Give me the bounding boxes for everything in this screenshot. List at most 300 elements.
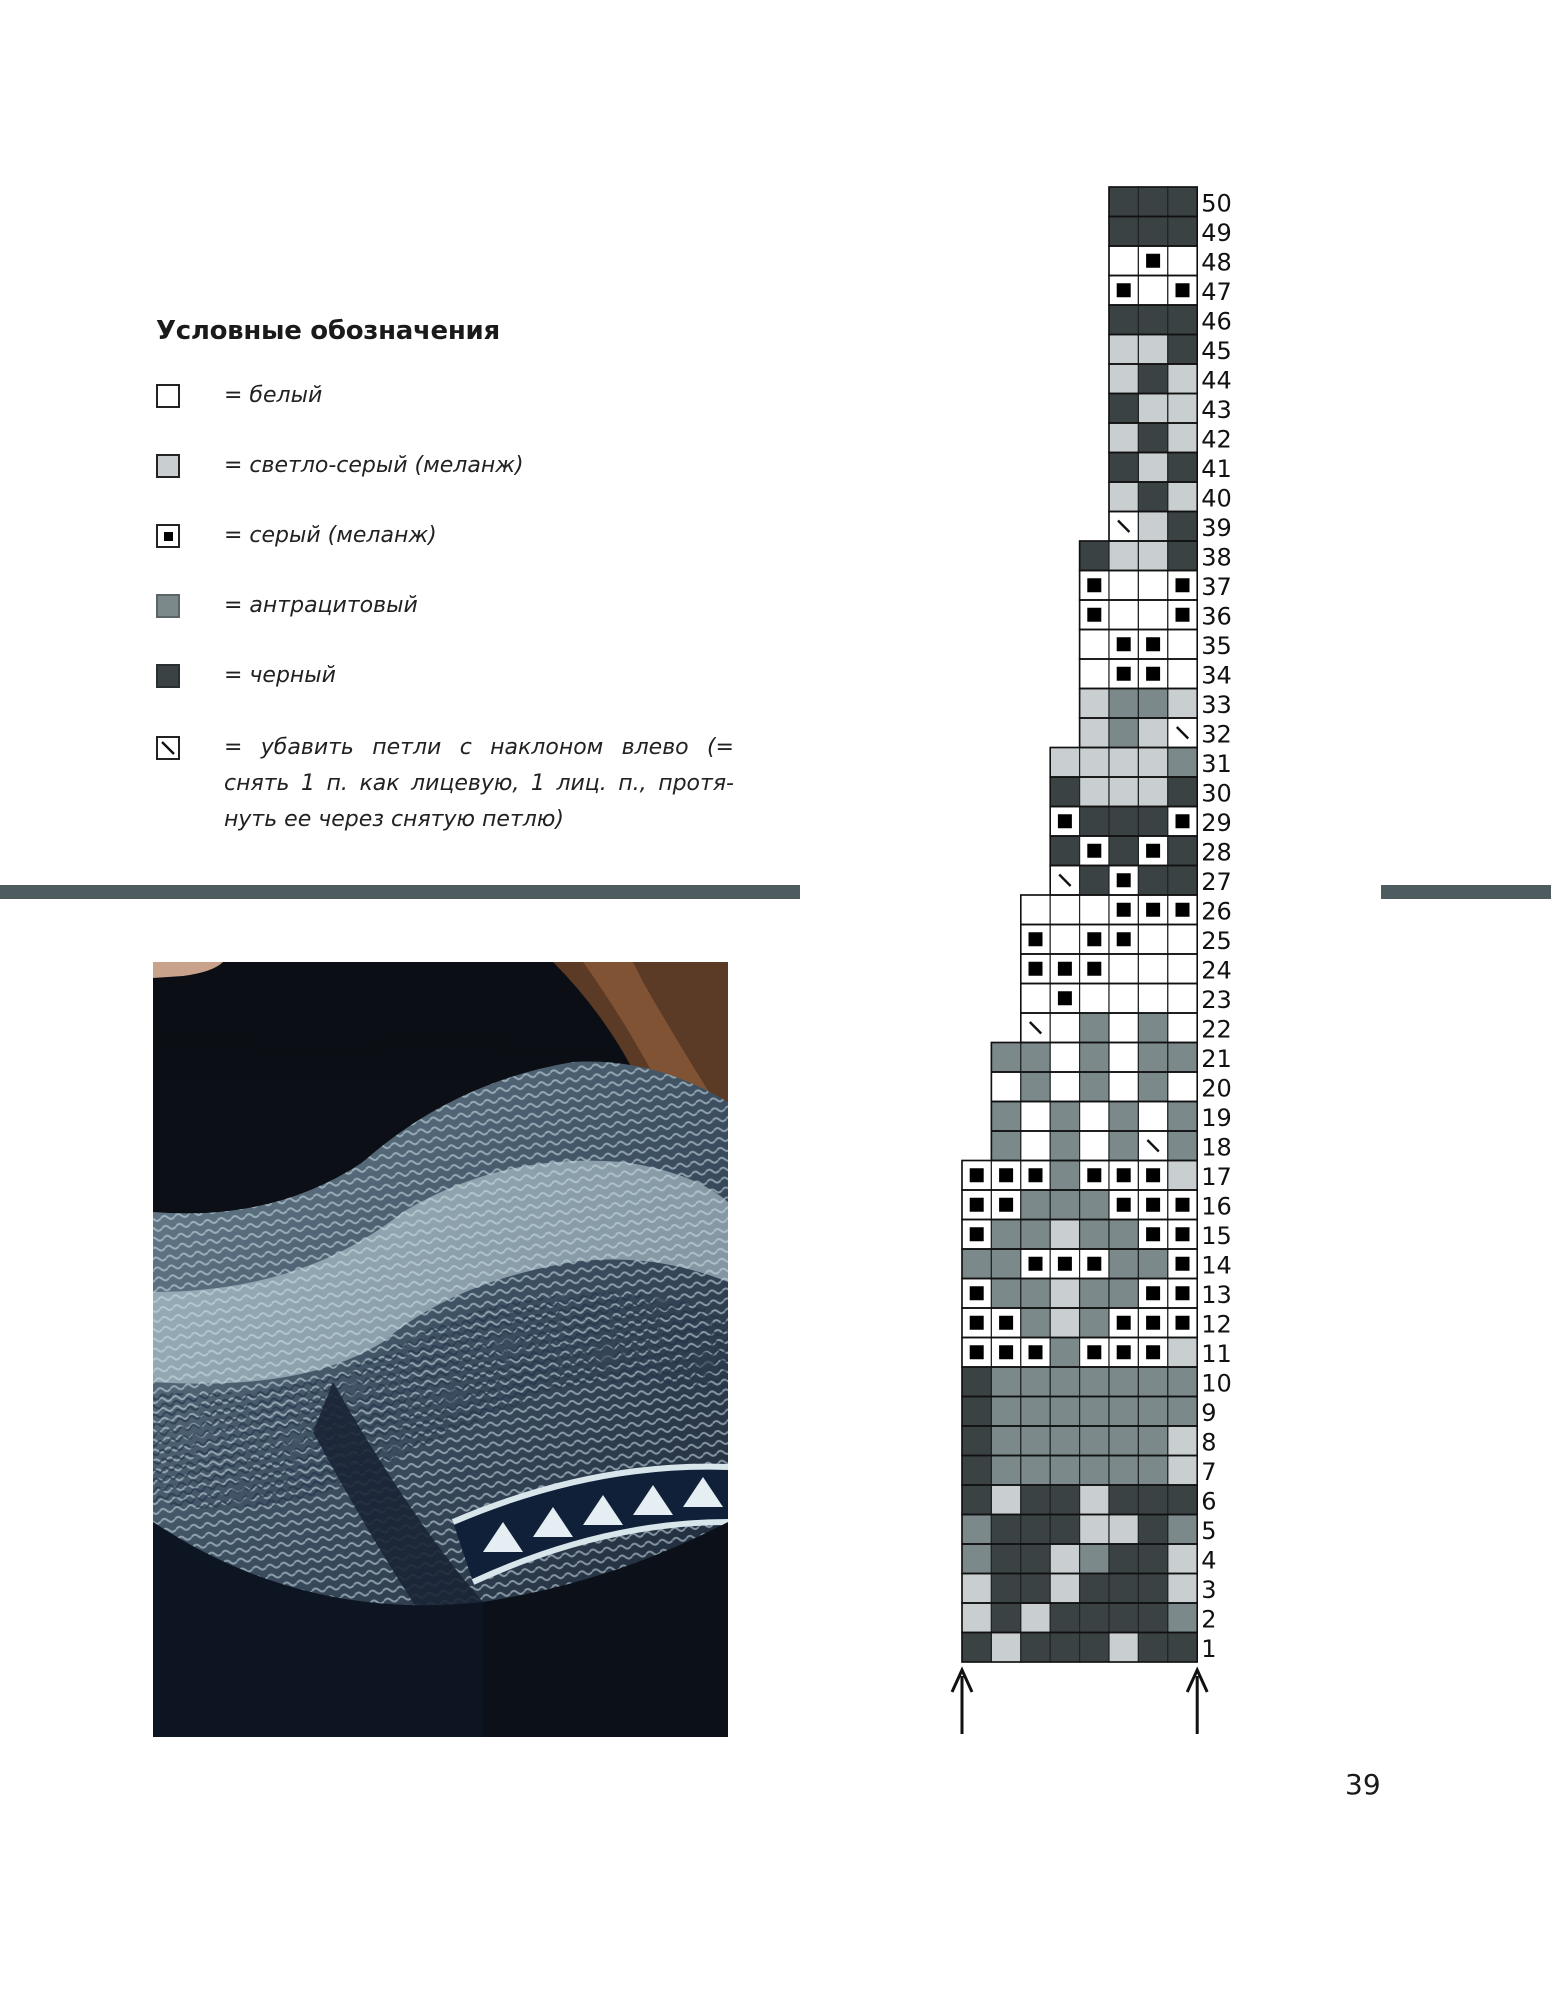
row-number-label: 2: [1201, 1605, 1217, 1634]
chart-cell: [1109, 984, 1138, 1014]
chart-cell: [1138, 954, 1167, 984]
chart-cell: [1021, 1426, 1050, 1456]
grey-dot-mark: [1146, 1286, 1160, 1300]
chart-cell: [1050, 1072, 1079, 1102]
grey-dot-mark: [1146, 1316, 1160, 1330]
chart-cell: [1050, 895, 1079, 925]
chart-cell: [962, 1515, 991, 1545]
chart-cell: [1021, 984, 1050, 1014]
chart-cell: [1080, 1013, 1109, 1043]
grey-dot-mark: [970, 1316, 984, 1330]
row-number-label: 39: [1201, 514, 1232, 542]
chart-cell: [1138, 187, 1167, 217]
chart-cell: [1080, 1515, 1109, 1545]
chart-cell: [1109, 335, 1138, 365]
chart-cell: [1168, 836, 1197, 866]
row-number-label: 38: [1201, 543, 1232, 572]
chart-cell: [1109, 1102, 1138, 1132]
chart-cell: [1050, 1308, 1079, 1338]
chart-cell: [1080, 748, 1109, 778]
chart-cell: [1021, 1190, 1050, 1220]
chart-cell: [1138, 1249, 1167, 1279]
chart-cell: [1138, 718, 1167, 748]
chart-cell: [1050, 836, 1079, 866]
chart-cell: [1109, 748, 1138, 778]
chart-cell: [1080, 1456, 1109, 1486]
chart-cell: [1138, 276, 1167, 306]
chart-cell: [1168, 1544, 1197, 1574]
grey-dot-mark: [1176, 1316, 1190, 1330]
row-number-label: 37: [1201, 573, 1232, 601]
chart-cell: [1168, 1131, 1197, 1161]
chart-cell: [1168, 984, 1197, 1014]
chart-cell: [1109, 1633, 1138, 1663]
chart-cell: [1080, 1574, 1109, 1604]
chart-cell: [1021, 1633, 1050, 1663]
grey-dot-mark: [1117, 1168, 1131, 1182]
grey-dot-mark: [1146, 844, 1160, 858]
chart-cell: [1050, 1633, 1079, 1663]
chart-cell: [1168, 217, 1197, 247]
chart-cell: [1080, 689, 1109, 719]
row-number-label: 18: [1201, 1133, 1232, 1162]
page-number: 39: [1345, 1768, 1381, 1801]
chart-cell: [962, 1603, 991, 1633]
row-number-label: 29: [1201, 809, 1232, 837]
chart-cell: [991, 1426, 1020, 1456]
legend-text-anthracite: = антрацитовый: [224, 593, 418, 618]
chart-cell: [1168, 335, 1197, 365]
chart-cell: [1021, 1397, 1050, 1427]
chart-cell: [1021, 1308, 1050, 1338]
legend-text-decrease: = убавить петли с наклоном влево (= снять 1 п. как лицевую, 1 лиц. п., протя-нуть ее через снятую петлю): [224, 735, 734, 832]
legend-title: Условные обозначения: [156, 316, 500, 346]
chart-cell: [1109, 246, 1138, 276]
chart-cell: [1021, 1072, 1050, 1102]
grey-dot-mark: [1117, 637, 1131, 651]
chart-cell: [1138, 571, 1167, 601]
chart-cell: [991, 1102, 1020, 1132]
chart-cell: [991, 1367, 1020, 1397]
chart-cell: [1138, 423, 1167, 453]
chart-cell: [1138, 1013, 1167, 1043]
row-number-label: 22: [1201, 1015, 1232, 1044]
chart-cell: [1168, 1338, 1197, 1368]
grey-dot-mark: [1146, 667, 1160, 681]
grey-dot-mark: [1176, 903, 1190, 917]
row-number-label: 8: [1201, 1428, 1217, 1457]
chart-cell: [1080, 541, 1109, 571]
row-number-label: 49: [1201, 219, 1232, 247]
grey-dot-mark: [1146, 1168, 1160, 1182]
row-number-label: 11: [1201, 1340, 1232, 1368]
chart-cell: [1080, 807, 1109, 837]
row-number-label: 13: [1201, 1281, 1232, 1309]
grey-dot-mark: [1058, 814, 1072, 828]
chart-cell: [1168, 1367, 1197, 1397]
row-number-label: 3: [1201, 1576, 1217, 1604]
chart-cell: [1021, 1574, 1050, 1604]
grey-dot-mark: [1146, 1198, 1160, 1212]
chart-cell: [1021, 1043, 1050, 1073]
grey-dot-mark: [1087, 608, 1101, 622]
row-number-label: 45: [1201, 337, 1232, 365]
chart-cell: [1109, 600, 1138, 630]
chart-cell: [1138, 335, 1167, 365]
chart-cell: [1109, 541, 1138, 571]
chart-cell: [1138, 1485, 1167, 1515]
chart-cell: [1168, 659, 1197, 689]
chart-cell: [1109, 217, 1138, 247]
chart-cell: [1109, 836, 1138, 866]
chart-cell: [1138, 1456, 1167, 1486]
grey-dot-mark: [1058, 991, 1072, 1005]
grey-dot-mark: [970, 1168, 984, 1182]
grey-dot-mark: [1176, 283, 1190, 297]
chart-cell: [1138, 807, 1167, 837]
chart-cell: [991, 1603, 1020, 1633]
chart-cell: [1050, 1043, 1079, 1073]
chart-cell: [1109, 1574, 1138, 1604]
grey-dot-mark: [999, 1316, 1013, 1330]
row-number-label: 14: [1201, 1251, 1232, 1280]
chart-cell: [1080, 1308, 1109, 1338]
chart-cell: [1138, 925, 1167, 955]
row-number-label: 27: [1201, 868, 1232, 896]
grey-dot-mark: [1029, 932, 1043, 946]
chart-cell: [1138, 777, 1167, 807]
chart-cell: [1138, 1397, 1167, 1427]
row-number-label: 5: [1201, 1517, 1217, 1545]
row-number-label: 6: [1201, 1487, 1217, 1516]
grey-dot-mark: [1029, 1345, 1043, 1359]
chart-cell: [1021, 1456, 1050, 1486]
chart-cell: [1109, 1603, 1138, 1633]
chart-cell: [1080, 777, 1109, 807]
chart-cell: [1050, 1574, 1079, 1604]
grey-dot-mark: [1117, 873, 1131, 887]
chart-cell: [1021, 1102, 1050, 1132]
row-number-label: 31: [1201, 750, 1232, 778]
chart-cell: [1109, 423, 1138, 453]
chart-cell: [1080, 1190, 1109, 1220]
chart-cell: [1109, 1397, 1138, 1427]
row-number-label: 4: [1201, 1546, 1217, 1575]
chart-cell: [1080, 1426, 1109, 1456]
chart-cell: [1168, 394, 1197, 424]
chart-cell: [1021, 1515, 1050, 1545]
row-number-label: 20: [1201, 1074, 1232, 1103]
row-number-label: 46: [1201, 307, 1232, 336]
chart-cell: [1109, 1131, 1138, 1161]
chart-cell: [1080, 718, 1109, 748]
chart-cell: [1109, 187, 1138, 217]
chart-cell: [1021, 1485, 1050, 1515]
legend-text-light-grey: = светло-серый (меланж): [224, 453, 524, 478]
row-number-label: 48: [1201, 248, 1232, 277]
chart-cell: [1021, 1131, 1050, 1161]
chart-cell: [1168, 1456, 1197, 1486]
chart-cell: [1080, 630, 1109, 660]
chart-cell: [1080, 1043, 1109, 1073]
chart-cell: [991, 1220, 1020, 1250]
grey-dot-mark: [1087, 962, 1101, 976]
chart-cell: [1138, 1633, 1167, 1663]
row-number-label: 21: [1201, 1045, 1232, 1073]
chart-cell: [1168, 925, 1197, 955]
grey-dot-mark: [1176, 1198, 1190, 1212]
chart-cell: [1109, 1426, 1138, 1456]
chart-cell: [1138, 482, 1167, 512]
grey-dot-mark: [1029, 1168, 1043, 1182]
chart-cell: [1050, 1456, 1079, 1486]
chart-cell: [1080, 1485, 1109, 1515]
grey-dot-mark: [1087, 932, 1101, 946]
chart-cell: [1050, 1603, 1079, 1633]
chart-cell: [1168, 512, 1197, 542]
chart-cell: [1109, 777, 1138, 807]
row-number-label: 28: [1201, 838, 1232, 867]
chart-cell: [962, 1485, 991, 1515]
chart-cell: [1050, 1190, 1079, 1220]
chart-cell: [962, 1456, 991, 1486]
chart-cell: [1021, 1279, 1050, 1309]
chart-cell: [1050, 1102, 1079, 1132]
chart-cell: [1168, 1013, 1197, 1043]
chart-cell: [1138, 541, 1167, 571]
chart-cell: [1021, 1367, 1050, 1397]
grey-dot-mark: [970, 1286, 984, 1300]
grey-dot-mark: [1087, 578, 1101, 592]
grey-dot-mark: [970, 1345, 984, 1359]
row-number-label: 17: [1201, 1163, 1232, 1191]
chart-cell: [1168, 1485, 1197, 1515]
chart-cell: [1080, 1279, 1109, 1309]
grey-dot-mark: [1058, 1257, 1072, 1271]
chart-cell: [1109, 1043, 1138, 1073]
grey-dot-mark: [999, 1345, 1013, 1359]
chart-cell: [991, 1131, 1020, 1161]
grey-dot-mark: [1029, 1257, 1043, 1271]
chart-cell: [1109, 1456, 1138, 1486]
chart-cell: [1138, 1603, 1167, 1633]
row-number-label: 15: [1201, 1222, 1232, 1250]
chart-cell: [1138, 1102, 1167, 1132]
row-number-label: 9: [1201, 1399, 1217, 1427]
chart-cell: [1168, 1161, 1197, 1191]
chart-cell: [1109, 1249, 1138, 1279]
chart-cell: [1050, 1220, 1079, 1250]
row-number-label: 12: [1201, 1310, 1232, 1339]
row-number-label: 43: [1201, 396, 1232, 424]
chart-cell: [1080, 1072, 1109, 1102]
chart-cell: [1138, 1043, 1167, 1073]
chart-cell: [991, 1485, 1020, 1515]
chart-cell: [1109, 1544, 1138, 1574]
row-number-label: 35: [1201, 632, 1232, 660]
chart-cell: [1080, 1131, 1109, 1161]
row-number-label: 50: [1201, 189, 1232, 218]
chart-cell: [962, 1426, 991, 1456]
chart-cell: [1138, 217, 1167, 247]
chart-cell: [1050, 1426, 1079, 1456]
grey-dot-mark: [1176, 1257, 1190, 1271]
chart-cell: [1021, 1220, 1050, 1250]
grey-dot-mark: [1117, 932, 1131, 946]
chart-cell: [1021, 1544, 1050, 1574]
chart-cell: [1168, 364, 1197, 394]
chart-cell: [1050, 1279, 1079, 1309]
grey-dot-mark: [1029, 962, 1043, 976]
chart-cell: [1080, 1603, 1109, 1633]
chart-cell: [962, 1544, 991, 1574]
chart-cell: [1109, 1072, 1138, 1102]
chart-cell: [1021, 895, 1050, 925]
chart-cell: [1138, 453, 1167, 483]
row-number-label: 26: [1201, 897, 1232, 926]
chart-cell: [1109, 689, 1138, 719]
chart-cell: [1168, 1574, 1197, 1604]
chart-cell: [1109, 718, 1138, 748]
right-boundary-arrow-icon: [1187, 1670, 1207, 1734]
chart-cell: [1080, 866, 1109, 896]
row-number-label: 23: [1201, 986, 1232, 1014]
chart-cell: [1080, 1633, 1109, 1663]
chart-cell: [991, 1279, 1020, 1309]
chart-cell: [991, 1456, 1020, 1486]
chart-cell: [1168, 1515, 1197, 1545]
grey-dot-mark: [999, 1168, 1013, 1182]
chart-cell: [1109, 571, 1138, 601]
chart-cell: [1080, 1102, 1109, 1132]
row-number-label: 42: [1201, 425, 1232, 454]
chart-cell: [1080, 1397, 1109, 1427]
chart-cell: [1080, 984, 1109, 1014]
chart-cell: [1168, 305, 1197, 335]
grey-dot-mark: [1058, 962, 1072, 976]
grey-dot-mark: [970, 1198, 984, 1212]
chart-cell: [1109, 1220, 1138, 1250]
chart-cell: [1168, 1426, 1197, 1456]
chart-cell: [962, 1574, 991, 1604]
chart-cell: [1168, 187, 1197, 217]
row-number-label: 19: [1201, 1104, 1232, 1132]
row-number-label: 7: [1201, 1458, 1217, 1486]
left-boundary-arrow-icon: [952, 1670, 972, 1734]
chart-cell: [1168, 482, 1197, 512]
chart-cell: [1168, 866, 1197, 896]
chart-cell: [1168, 1102, 1197, 1132]
row-number-label: 32: [1201, 720, 1232, 749]
chart-cell: [1168, 630, 1197, 660]
row-number-label: 41: [1201, 455, 1232, 483]
chart-cell: [1138, 600, 1167, 630]
grey-dot-mark: [1117, 903, 1131, 917]
chart-cell: [1109, 1515, 1138, 1545]
row-number-label: 1: [1201, 1635, 1217, 1663]
row-number-label: 10: [1201, 1369, 1232, 1398]
grey-dot-mark: [1146, 254, 1160, 268]
grey-dot-mark: [1087, 1345, 1101, 1359]
chart-cell: [1021, 1603, 1050, 1633]
grey-dot-mark: [1146, 1345, 1160, 1359]
chart-cell: [1109, 954, 1138, 984]
row-number-label: 40: [1201, 484, 1232, 513]
chart-cell: [1050, 1367, 1079, 1397]
chart-cell: [1109, 453, 1138, 483]
chart-cell: [1050, 1515, 1079, 1545]
grey-dot-mark: [1117, 283, 1131, 297]
chart-cell: [1138, 984, 1167, 1014]
grey-dot-mark: [1117, 667, 1131, 681]
chart-cell: [1109, 1367, 1138, 1397]
chart-cell: [1080, 1544, 1109, 1574]
chart-cell: [962, 1397, 991, 1427]
chart-cell: [1080, 659, 1109, 689]
row-number-label: 16: [1201, 1192, 1232, 1221]
chart-cell: [1050, 1131, 1079, 1161]
grey-dot-mark: [1146, 637, 1160, 651]
chart-cell: [1050, 1397, 1079, 1427]
chart-cell: [1138, 866, 1167, 896]
chart-cell: [991, 1574, 1020, 1604]
chart-cell: [1138, 1515, 1167, 1545]
chart-cell: [1138, 364, 1167, 394]
chart-cell: [1050, 1161, 1079, 1191]
chart-cell: [962, 1249, 991, 1279]
chart-cell: [1050, 748, 1079, 778]
chart-cell: [1168, 1603, 1197, 1633]
chart-cell: [991, 1544, 1020, 1574]
legend-text-white: = белый: [224, 383, 323, 408]
grey-dot-mark: [1146, 1227, 1160, 1241]
chart-cell: [1138, 394, 1167, 424]
chart-cell: [1168, 954, 1197, 984]
chart-cell: [1168, 777, 1197, 807]
chart-cell: [1138, 1544, 1167, 1574]
chart-cell: [1168, 453, 1197, 483]
chart-cell: [1138, 512, 1167, 542]
chart-cell: [962, 1367, 991, 1397]
grey-dot-mark: [1146, 903, 1160, 917]
grey-dot-mark: [1176, 814, 1190, 828]
chart-cell: [1050, 1544, 1079, 1574]
chart-cell: [1109, 807, 1138, 837]
chart-cell: [991, 1515, 1020, 1545]
grey-dot-mark: [999, 1198, 1013, 1212]
chart-cell: [1138, 748, 1167, 778]
chart-cell: [1109, 305, 1138, 335]
row-number-label: 36: [1201, 602, 1232, 631]
chart-cell: [1080, 1367, 1109, 1397]
chart-cell: [1138, 1426, 1167, 1456]
chart-cell: [1168, 423, 1197, 453]
chart-cell: [1168, 748, 1197, 778]
chart-cell: [1050, 1338, 1079, 1368]
chart-cell: [1168, 689, 1197, 719]
chart-cell: [1138, 1072, 1167, 1102]
chart-cell: [1109, 1279, 1138, 1309]
grey-dot-mark: [1117, 1198, 1131, 1212]
row-number-label: 34: [1201, 661, 1232, 690]
grey-dot-mark: [1176, 1286, 1190, 1300]
chart-cell: [1168, 1043, 1197, 1073]
chart-cell: [991, 1043, 1020, 1073]
chart-cell: [1109, 394, 1138, 424]
row-number-label: 25: [1201, 927, 1232, 955]
grey-dot-mark: [1087, 1168, 1101, 1182]
chart-cell: [1138, 305, 1167, 335]
